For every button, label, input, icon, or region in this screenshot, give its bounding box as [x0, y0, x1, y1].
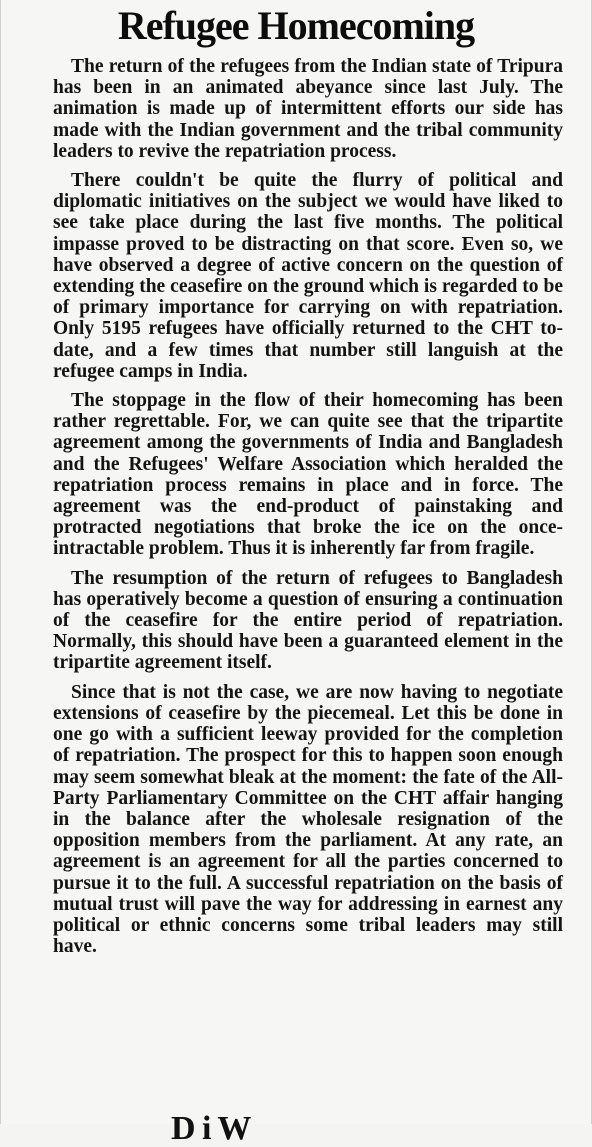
article-body	[53, 56, 563, 965]
paragraph-4: The resumption of the return of refugees to Bangladesh has operatively become a question of ensuring a continuation of the ceasefire for the entire period of repatriation. Normally, this should have been a guaranteed element in the tripartite agreement itself.	[53, 567, 563, 674]
article-headline: Refugee Homecoming	[117, 3, 475, 48]
next-article-headline-fragment: D i W	[171, 1110, 251, 1147]
paragraph-1: The return of the refugees from the Indian state of Tripura has been in an animated abeyance since last July. The animation is made up of intermittent efforts our side has made with the Indian government and the tribal community leaders to revive the repatriation process.	[53, 56, 563, 162]
paragraph-2: There couldn't be quite the flurry of political and diplomatic initiatives on the subject we would have liked to see take place during the last five months. The political impasse proved to be distracting on that score. Even so, we have observed a degree of active concern on the question of extending the ceasefire on the ground which is regarded to be of primary importance for carrying on with repatriation. Only 5195 refugees have officially returned to the CHT to-date, and a few times that number still languish at the refugee camps in India.	[53, 170, 563, 382]
paragraph-3: The stoppage in the flow of their homecoming has been rather regrettable. For, we can quite see that the tripartite agreement among the governments of India and Bangladesh and the Refugees' Welfare Association which heralded the repatriation process remains in place and in force. The agreement was the end-product of painstaking and protracted negotiations that broke the ice on the once-intractable problem. Thus it is inherently far from fragile.	[53, 390, 563, 560]
paragraph-5: Since that is not the case, we are now having to negotiate extensions of ceasefire by the piecemeal. Let this be done in one go with a sufficient leeway provided for the completion of repatriation. The prospect for this to happen soon enough may seem somewhat bleak at the moment: the fate of the All-Party Parliamentary Committee on the CHT affair hanging in the balance after the wholesale resignation of the opposition members from the parliament. At any rate, an agreement is an agreement for all the parties concerned to pursue it to the full. A successful repatriation on the basis of mutual trust will pave the way for addressing in earnest any political or ethnic concerns some tribal leaders may still have.	[53, 681, 563, 958]
